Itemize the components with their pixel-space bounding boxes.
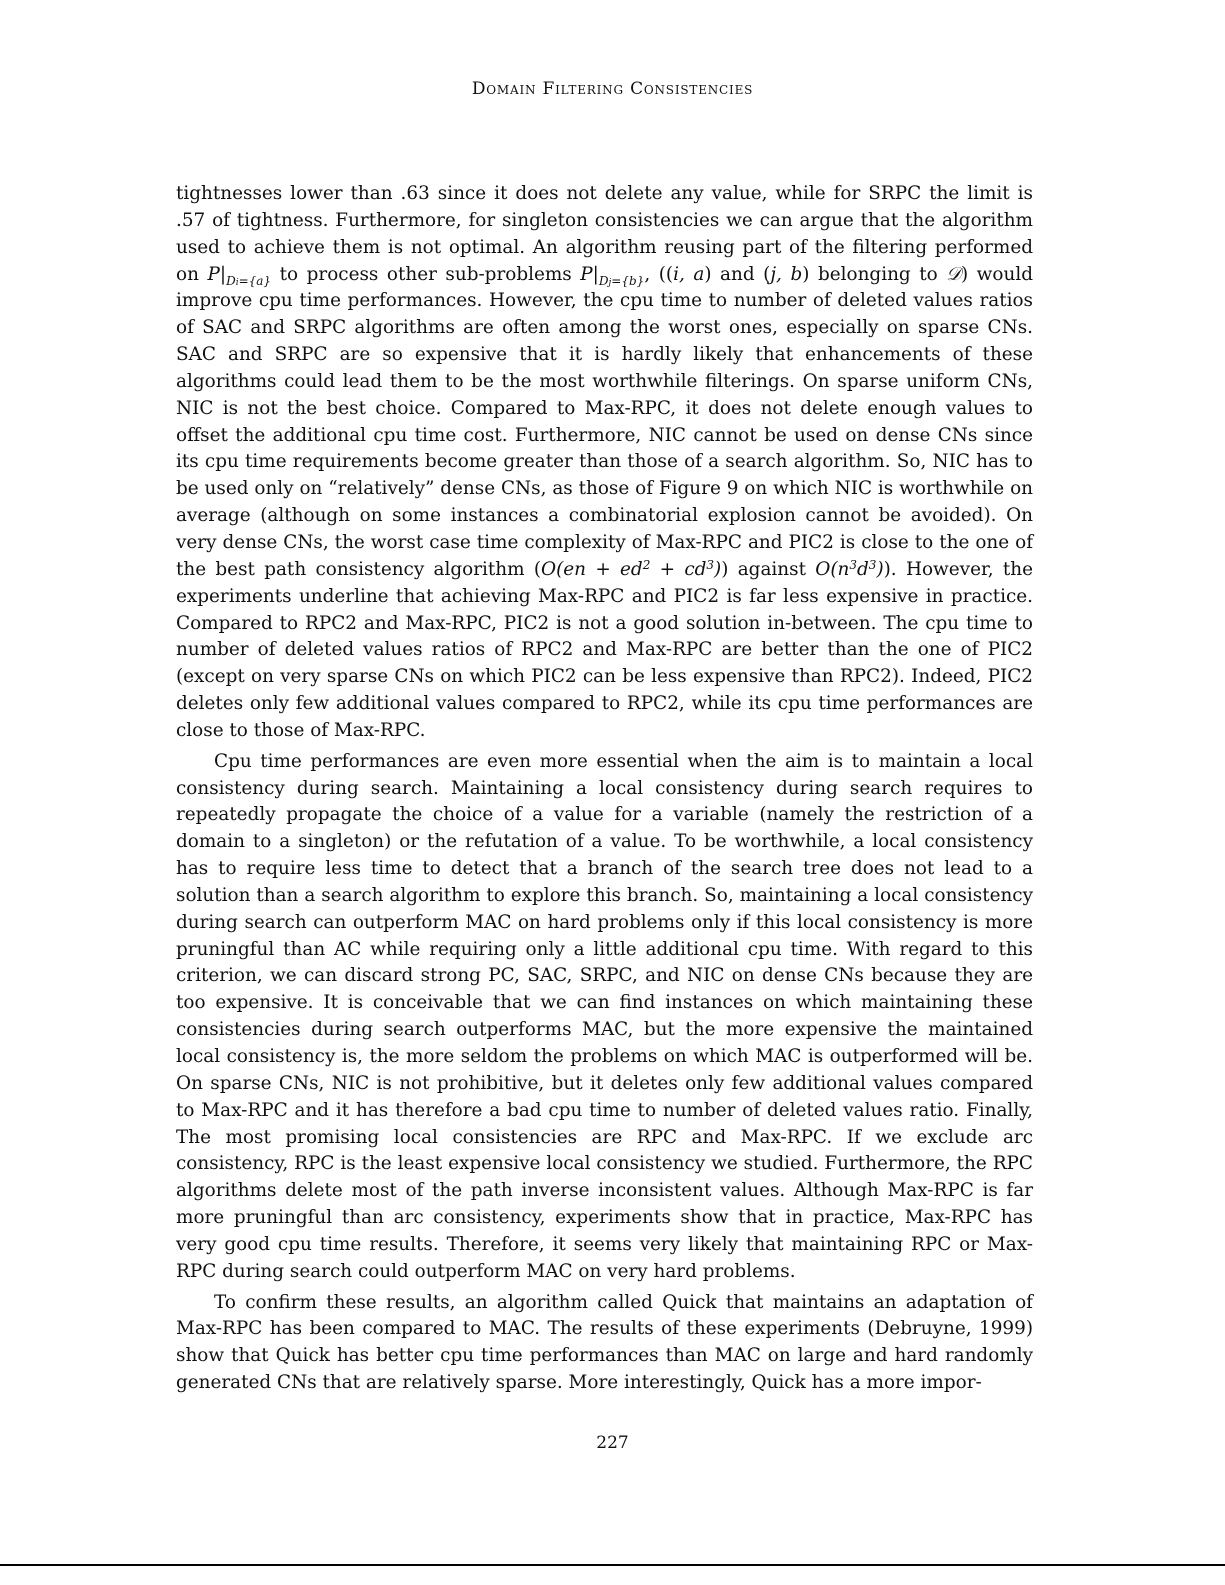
p1-text-5: ) belonging to	[802, 263, 947, 285]
bottom-rule	[0, 1564, 1225, 1566]
p1-text-8: ). However, the experiments underline that achieving Max-RPC and PIC2 is far less expensive in practice. Compared to RPC2 and Max-RPC, PIC2 is not a good solution in-between. The cpu time to number of deleted values ratios of RPC2 and Max-RPC are better than the one of PIC2 (except on very sparse CNs on which PIC2 can be less expensive than RPC2). Indeed, PIC2 deletes only few additional values compared to RPC2, while its cpu time performances are close to those of Max-RPC.	[176, 558, 1033, 741]
page-number: 227	[596, 1433, 629, 1453]
body-text	[176, 181, 1033, 1397]
p1-text-4: ) and (	[704, 263, 771, 285]
paragraph-3: To confirm these results, an algorithm called Quick that maintains an adaptation of Max-RPC has been compared to MAC. The results of these experiments (Debruyne, 1999) show that Quick has better cpu time performances than MAC on large and hard randomly generated CNs that are relatively sparse. More interestingly, Quick has a more impor-	[176, 1291, 1033, 1394]
paragraph-2: Cpu time performances are even more essential when the aim is to maintain a local consistency during search. Maintaining a local consistency during search requires to repeatedly propagate the choice of a value for a variable (namely the restriction of a domain to a singleton) or the refutation of a value. To be worthwhile, a local consistency has to require less time to detect that a branch of the search tree does not lead to a solution than a search algorithm to explore this branch. So, maintaining a local consistency during search can outperform MAC on hard problems only if this local consistency is more pruningful than AC while requiring only a little additional cpu time. With regard to this criterion, we can discard strong PC, SAC, SRPC, and NIC on dense CNs because they are too expensive. It is conceivable that we can find instances on which maintaining these consistencies during search outperforms MAC, but the more expensive the maintained local consistency is, the more seldom the problems on which MAC is outperformed will be. On sparse CNs, NIC is not prohibitive, but it deletes only few additional values compared to Max-RPC and it has therefore a bad cpu time to number of deleted values ratio. Finally, The most promising local consistencies are RPC and Max-RPC. If we exclude arc consistency, RPC is the least expensive local consistency we studied. Furthermore, the RPC algorithms delete most of the path inverse inconsistent values. Although Max-RPC is far more pruningful than arc consistency, experiments show that in practice, Max-RPC has very good cpu time results. Therefore, it seems very likely that maintaining RPC or Max-RPC during search could outperform MAC on very hard problems.	[176, 750, 1033, 1282]
p1-text-7: ) against	[721, 558, 816, 580]
math-restriction-b: $P|_{Dj=\{b\}}$	[580, 263, 645, 288]
math-restriction-a: $P|_{Di=\{a\}}$	[207, 263, 272, 288]
math-complexity-1: $O(en + ed^2 + cd^3)$	[541, 557, 722, 580]
math-pair-ia: i, a	[673, 263, 705, 285]
math-pair-jb: j, b	[770, 263, 803, 285]
p1-text-3: , ((	[644, 263, 674, 285]
math-script-d: 𝒟	[946, 263, 961, 285]
math-complexity-2: $O(n^3d^3)$	[815, 557, 884, 580]
p1-text-1: tightnesses lower than .63 since it does not delete any value, while for SRPC the limit is .57 of tightness. Furthermore, for singleton consistencies we can argue that the algorithm used to achieve them is not optimal. An algorithm reusing part of the filtering performed on	[176, 183, 1033, 285]
p1-text-2: to process other sub-problems	[271, 263, 581, 285]
p1-text-6: ) would improve cpu time performances. However, the cpu time to number of deleted values ratios of SAC and SRPC algorithms are often among the worst ones, especially on sparse CNs. SAC and SRPC are so expensive that it is hardly likely that enhancements of these algorithms could lead them to be the most worthwhile filterings. On sparse uniform CNs, NIC is not the best choice. Compared to Max-RPC, it does not delete enough values to offset the additional cpu time cost. Furthermore, NIC cannot be used on dense CNs since its cpu time requirements become greater than those of a search algorithm. So, NIC has to be used only on “relatively” dense CNs, as those of Figure 9 on which NIC is worthwhile on average (although on some instances a combinatorial explosion cannot be avoided). On very dense CNs, the worst case time complexity of Max-RPC and PIC2 is close to the one of the best path consistency algorithm (	[176, 263, 1033, 580]
paragraph-1	[176, 181, 1033, 745]
running-head: Domain Filtering Consistencies	[471, 79, 754, 99]
